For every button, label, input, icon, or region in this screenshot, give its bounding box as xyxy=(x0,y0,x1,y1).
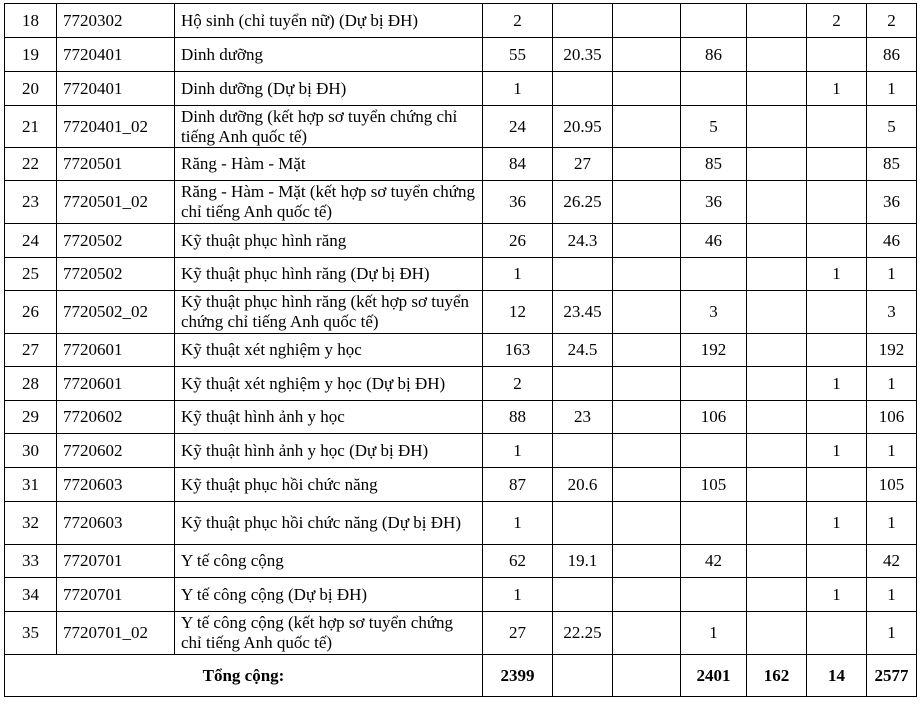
total: 3 xyxy=(867,291,917,334)
total: 1 xyxy=(867,258,917,291)
other-admitted xyxy=(747,148,807,181)
row-number: 33 xyxy=(5,545,57,578)
row-number: 21 xyxy=(5,106,57,148)
program-name: Y tế công cộng (kết hợp sơ tuyển chứng chỉ tiếng Anh quốc tế) xyxy=(175,612,483,655)
admitted: 106 xyxy=(681,401,747,434)
quota: 1 xyxy=(483,72,553,106)
table-row xyxy=(5,578,917,612)
preparatory: 1 xyxy=(807,258,867,291)
quota: 2 xyxy=(483,4,553,38)
other-admitted xyxy=(747,72,807,106)
program-name: Kỹ thuật phục hồi chức năng (Dự bị ĐH) xyxy=(175,502,483,545)
total: 192 xyxy=(867,334,917,367)
table-row xyxy=(5,334,917,367)
benchmark-score: 22.25 xyxy=(553,612,613,655)
total: 1 xyxy=(867,367,917,401)
other-admitted xyxy=(747,334,807,367)
total: 86 xyxy=(867,38,917,72)
table-row xyxy=(5,148,917,181)
empty-cell xyxy=(613,612,681,655)
row-number: 25 xyxy=(5,258,57,291)
row-number: 24 xyxy=(5,224,57,258)
admission-table xyxy=(4,3,917,697)
other-admitted xyxy=(747,612,807,655)
total: 36 xyxy=(867,181,917,224)
preparatory xyxy=(807,545,867,578)
quota: 87 xyxy=(483,468,553,502)
program-code: 7720701 xyxy=(57,545,175,578)
preparatory xyxy=(807,148,867,181)
total-c2 xyxy=(553,655,613,697)
total-c4: 162 xyxy=(747,655,807,697)
preparatory xyxy=(807,38,867,72)
admitted xyxy=(681,367,747,401)
preparatory: 1 xyxy=(807,502,867,545)
row-number: 32 xyxy=(5,502,57,545)
preparatory xyxy=(807,106,867,148)
program-name: Kỹ thuật xét nghiệm y học xyxy=(175,334,483,367)
total: 1 xyxy=(867,578,917,612)
table-row xyxy=(5,291,917,334)
quota: 1 xyxy=(483,434,553,468)
row-number: 31 xyxy=(5,468,57,502)
total: 105 xyxy=(867,468,917,502)
empty-cell xyxy=(613,106,681,148)
total-c5: 14 xyxy=(807,655,867,697)
benchmark-score xyxy=(553,434,613,468)
empty-cell xyxy=(613,181,681,224)
program-name: Kỹ thuật hình ảnh y học xyxy=(175,401,483,434)
table-row xyxy=(5,401,917,434)
table-row xyxy=(5,612,917,655)
quota: 88 xyxy=(483,401,553,434)
row-number: 35 xyxy=(5,612,57,655)
quota: 26 xyxy=(483,224,553,258)
quota: 36 xyxy=(483,181,553,224)
benchmark-score: 19.1 xyxy=(553,545,613,578)
total-label: Tổng cộng: xyxy=(5,655,483,697)
benchmark-score xyxy=(553,578,613,612)
row-number: 18 xyxy=(5,4,57,38)
row-number: 23 xyxy=(5,181,57,224)
table-row xyxy=(5,106,917,148)
program-code: 7720601 xyxy=(57,367,175,401)
program-code: 7720502_02 xyxy=(57,291,175,334)
benchmark-score xyxy=(553,258,613,291)
program-code: 7720501_02 xyxy=(57,181,175,224)
total-c3: 2401 xyxy=(681,655,747,697)
benchmark-score: 27 xyxy=(553,148,613,181)
empty-cell xyxy=(613,4,681,38)
empty-cell xyxy=(613,224,681,258)
preparatory xyxy=(807,401,867,434)
other-admitted xyxy=(747,258,807,291)
empty-cell xyxy=(613,545,681,578)
program-name: Răng - Hàm - Mặt (kết hợp sơ tuyển chứng chỉ tiếng Anh quốc tế) xyxy=(175,181,483,224)
row-number: 28 xyxy=(5,367,57,401)
quota: 1 xyxy=(483,578,553,612)
program-name: Kỹ thuật phục hình răng (Dự bị ĐH) xyxy=(175,258,483,291)
empty-cell xyxy=(613,38,681,72)
program-name: Kỹ thuật phục hồi chức năng xyxy=(175,468,483,502)
benchmark-score: 23.45 xyxy=(553,291,613,334)
admitted: 3 xyxy=(681,291,747,334)
benchmark-score: 26.25 xyxy=(553,181,613,224)
other-admitted xyxy=(747,545,807,578)
preparatory: 1 xyxy=(807,367,867,401)
table-row xyxy=(5,181,917,224)
quota: 12 xyxy=(483,291,553,334)
total: 1 xyxy=(867,502,917,545)
total: 46 xyxy=(867,224,917,258)
row-number: 20 xyxy=(5,72,57,106)
admitted xyxy=(681,578,747,612)
total-row xyxy=(5,655,917,697)
benchmark-score xyxy=(553,4,613,38)
preparatory xyxy=(807,468,867,502)
admitted: 36 xyxy=(681,181,747,224)
program-name: Y tế công cộng xyxy=(175,545,483,578)
admitted: 86 xyxy=(681,38,747,72)
program-code: 7720502 xyxy=(57,258,175,291)
total: 106 xyxy=(867,401,917,434)
benchmark-score xyxy=(553,367,613,401)
table-row xyxy=(5,545,917,578)
total: 85 xyxy=(867,148,917,181)
empty-cell xyxy=(613,401,681,434)
program-name: Dinh dưỡng xyxy=(175,38,483,72)
admitted xyxy=(681,258,747,291)
program-name: Kỹ thuật phục hình răng xyxy=(175,224,483,258)
total: 2 xyxy=(867,4,917,38)
row-number: 27 xyxy=(5,334,57,367)
quota: 1 xyxy=(483,502,553,545)
quota: 163 xyxy=(483,334,553,367)
table-row xyxy=(5,367,917,401)
other-admitted xyxy=(747,468,807,502)
empty-cell xyxy=(613,148,681,181)
program-name: Dinh dưỡng (kết hợp sơ tuyển chứng chỉ tiếng Anh quốc tế) xyxy=(175,106,483,148)
program-code: 7720601 xyxy=(57,334,175,367)
preparatory: 1 xyxy=(807,434,867,468)
other-admitted xyxy=(747,224,807,258)
program-code: 7720502 xyxy=(57,224,175,258)
empty-cell xyxy=(613,291,681,334)
preparatory xyxy=(807,291,867,334)
admitted: 42 xyxy=(681,545,747,578)
table-row xyxy=(5,72,917,106)
other-admitted xyxy=(747,367,807,401)
program-name: Hộ sinh (chỉ tuyển nữ) (Dự bị ĐH) xyxy=(175,4,483,38)
other-admitted xyxy=(747,4,807,38)
total: 5 xyxy=(867,106,917,148)
program-name: Răng - Hàm - Mặt xyxy=(175,148,483,181)
total: 1 xyxy=(867,612,917,655)
row-number: 34 xyxy=(5,578,57,612)
program-name: Kỹ thuật hình ảnh y học (Dự bị ĐH) xyxy=(175,434,483,468)
admitted: 85 xyxy=(681,148,747,181)
other-admitted xyxy=(747,106,807,148)
table-row xyxy=(5,434,917,468)
benchmark-score: 20.35 xyxy=(553,38,613,72)
preparatory: 1 xyxy=(807,578,867,612)
table-row xyxy=(5,4,917,38)
quota: 1 xyxy=(483,258,553,291)
other-admitted xyxy=(747,401,807,434)
benchmark-score: 23 xyxy=(553,401,613,434)
quota: 55 xyxy=(483,38,553,72)
preparatory: 1 xyxy=(807,72,867,106)
preparatory xyxy=(807,334,867,367)
admitted: 46 xyxy=(681,224,747,258)
quota: 2 xyxy=(483,367,553,401)
other-admitted xyxy=(747,434,807,468)
table-row xyxy=(5,224,917,258)
total: 1 xyxy=(867,72,917,106)
other-admitted xyxy=(747,181,807,224)
benchmark-score: 20.6 xyxy=(553,468,613,502)
benchmark-score xyxy=(553,502,613,545)
admitted: 105 xyxy=(681,468,747,502)
table-row xyxy=(5,468,917,502)
total-c6: 2577 xyxy=(867,655,917,697)
row-number: 26 xyxy=(5,291,57,334)
empty-cell xyxy=(613,334,681,367)
benchmark-score xyxy=(553,72,613,106)
row-number: 29 xyxy=(5,401,57,434)
total: 1 xyxy=(867,434,917,468)
program-code: 7720401_02 xyxy=(57,106,175,148)
program-name: Kỹ thuật xét nghiệm y học (Dự bị ĐH) xyxy=(175,367,483,401)
table-row xyxy=(5,258,917,291)
program-code: 7720701_02 xyxy=(57,612,175,655)
admitted: 1 xyxy=(681,612,747,655)
table-row xyxy=(5,502,917,545)
empty-cell xyxy=(613,72,681,106)
quota: 62 xyxy=(483,545,553,578)
admitted xyxy=(681,434,747,468)
program-name: Dinh dưỡng (Dự bị ĐH) xyxy=(175,72,483,106)
empty-cell xyxy=(613,258,681,291)
quota: 24 xyxy=(483,106,553,148)
total: 42 xyxy=(867,545,917,578)
admitted xyxy=(681,72,747,106)
program-code: 7720401 xyxy=(57,38,175,72)
row-number: 30 xyxy=(5,434,57,468)
program-code: 7720501 xyxy=(57,148,175,181)
other-admitted xyxy=(747,502,807,545)
admitted xyxy=(681,502,747,545)
program-code: 7720603 xyxy=(57,468,175,502)
preparatory xyxy=(807,181,867,224)
preparatory: 2 xyxy=(807,4,867,38)
other-admitted xyxy=(747,578,807,612)
preparatory xyxy=(807,612,867,655)
program-code: 7720302 xyxy=(57,4,175,38)
program-name: Kỹ thuật phục hình răng (kết hợp sơ tuyển chứng chỉ tiếng Anh quốc tế) xyxy=(175,291,483,334)
empty-cell xyxy=(613,502,681,545)
admitted: 192 xyxy=(681,334,747,367)
benchmark-score: 24.5 xyxy=(553,334,613,367)
empty-cell xyxy=(613,468,681,502)
admitted xyxy=(681,4,747,38)
quota: 84 xyxy=(483,148,553,181)
quota: 27 xyxy=(483,612,553,655)
other-admitted xyxy=(747,38,807,72)
total-c1: 2399 xyxy=(483,655,553,697)
program-code: 7720603 xyxy=(57,502,175,545)
program-code: 7720602 xyxy=(57,434,175,468)
other-admitted xyxy=(747,291,807,334)
row-number: 19 xyxy=(5,38,57,72)
program-code: 7720401 xyxy=(57,72,175,106)
total-empty xyxy=(613,655,681,697)
empty-cell xyxy=(613,434,681,468)
program-code: 7720602 xyxy=(57,401,175,434)
table-row xyxy=(5,38,917,72)
empty-cell xyxy=(613,578,681,612)
admitted: 5 xyxy=(681,106,747,148)
benchmark-score: 20.95 xyxy=(553,106,613,148)
preparatory xyxy=(807,224,867,258)
program-name: Y tế công cộng (Dự bị ĐH) xyxy=(175,578,483,612)
row-number: 22 xyxy=(5,148,57,181)
empty-cell xyxy=(613,367,681,401)
program-code: 7720701 xyxy=(57,578,175,612)
table-body xyxy=(5,4,917,697)
benchmark-score: 24.3 xyxy=(553,224,613,258)
